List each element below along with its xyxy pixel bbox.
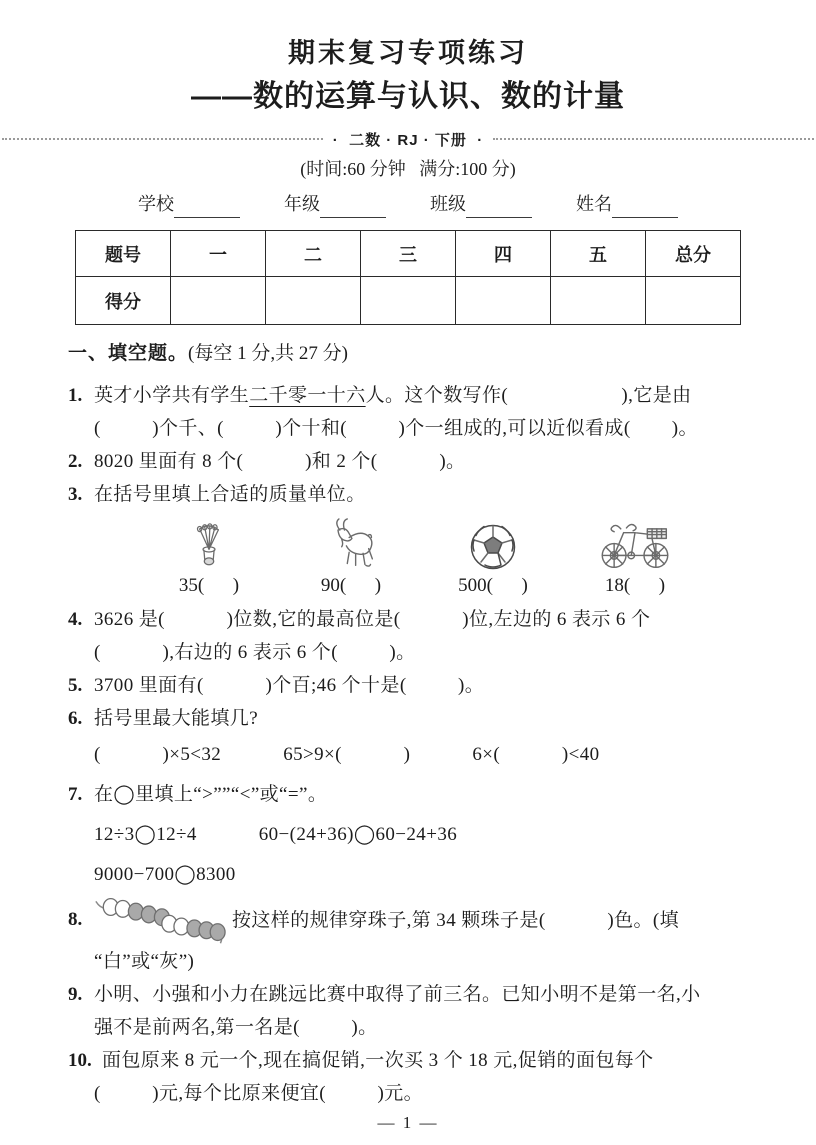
question-9-line2-text: 强不是前两名,第一名是( )。	[94, 1017, 378, 1038]
question-4-line1: 3626 是( )位数,它的最高位是( )位,左边的 6 表示 6 个	[94, 609, 651, 630]
q1-line2-text: ( )个千、( )个十和( )个一组成的,可以近似看成( )。	[94, 418, 698, 439]
figure-label: 35( )	[178, 575, 240, 596]
score-table-score-row	[76, 277, 741, 325]
question-3-text: 在括号里填上合适的质量单位。	[94, 484, 366, 505]
question-7-row1	[68, 815, 746, 855]
section-one-note: (每空 1 分,共 27 分)	[188, 343, 348, 364]
question-3	[68, 478, 746, 511]
question-number: 10.	[68, 1050, 92, 1071]
field-school	[138, 190, 240, 218]
question-10	[68, 1044, 746, 1077]
q1-pre: 英才小学共有学生	[94, 385, 250, 406]
question-8-line2	[68, 945, 746, 978]
edition-label: · 二数 · RJ · 下册 ·	[332, 131, 484, 149]
field-class-label: 班级	[430, 194, 466, 214]
questions-area	[68, 379, 746, 1110]
figure-label: 500( )	[458, 575, 528, 596]
question-2-text: 8020 里面有 8 个( )和 2 个( )。	[94, 451, 466, 472]
question-4-line2	[68, 636, 746, 669]
divider-dotted-line-left	[2, 138, 323, 140]
figure-label: 90( )	[320, 575, 382, 596]
question-number: 3.	[68, 484, 83, 505]
student-info-row	[0, 190, 816, 218]
score-table-header-row	[76, 231, 741, 277]
score-table	[75, 230, 741, 325]
question-1-line2	[68, 412, 746, 445]
question-9	[68, 978, 746, 1011]
question-10-line1: 面包原来 8 元一个,现在搞促销,一次买 3 个 18 元,促销的面包每个	[102, 1050, 654, 1071]
score-table-header-cell: 一	[171, 231, 266, 277]
section-one-title: 一、填空题。	[68, 343, 189, 364]
figure-soccer-ball	[422, 515, 564, 601]
shuttlecock-icon	[192, 515, 226, 571]
score-cell	[171, 277, 266, 325]
score-cell	[551, 277, 646, 325]
q7-comparison-1: 12÷3◯12÷4	[94, 824, 197, 845]
question-2	[68, 445, 746, 478]
question-number: 2.	[68, 451, 83, 472]
question-1-text	[94, 379, 692, 412]
score-cell	[266, 277, 361, 325]
edition-divider	[0, 128, 816, 150]
figure-shuttlecock	[138, 515, 280, 601]
q1-underlined-number: 二千零一十六	[249, 385, 366, 406]
figure-goat	[280, 515, 422, 601]
question-5	[68, 669, 746, 702]
field-grade-label: 年级	[284, 194, 320, 214]
question-number: 8.	[68, 909, 83, 930]
score-cell	[456, 277, 551, 325]
score-table-header-cell: 五	[551, 231, 646, 277]
question-number: 1.	[68, 385, 83, 406]
question-8	[68, 895, 746, 945]
question-8-line2-text: “白”或“灰”)	[94, 951, 195, 972]
section-one-heading	[68, 339, 816, 369]
q6-expression-3: 6×( )<40	[472, 744, 600, 765]
question-number: 7.	[68, 784, 83, 805]
q6-expression-1: ( )×5<32	[94, 744, 222, 765]
score-cell	[361, 277, 456, 325]
divider-dotted-line-right	[493, 138, 814, 140]
goat-icon	[325, 515, 377, 571]
score-table-header-cell: 二	[266, 231, 361, 277]
question-9-line2	[68, 1011, 746, 1044]
question-number: 9.	[68, 984, 83, 1005]
q1-post: 人。这个数写作( ),它是由	[365, 385, 692, 406]
question-7-row2	[68, 855, 746, 895]
question-3-figures	[68, 511, 746, 603]
exam-meta: (时间:60 分钟 满分:100 分)	[300, 159, 516, 179]
score-row-label: 得分	[76, 277, 171, 325]
field-name-blank	[612, 197, 678, 218]
question-6-text: 括号里最大能填几?	[94, 708, 259, 729]
q7-comparison-3: 9000−700◯8300	[94, 864, 236, 885]
question-4	[68, 603, 746, 636]
question-10-line2	[68, 1077, 746, 1110]
question-4-line2-text: ( ),右边的 6 表示 6 个( )。	[94, 642, 416, 663]
field-grade	[284, 190, 386, 218]
question-6	[68, 702, 746, 735]
field-class	[430, 190, 532, 218]
score-cell	[646, 277, 741, 325]
question-1	[68, 379, 746, 412]
score-table-header-cell: 题号	[76, 231, 171, 277]
field-school-blank	[174, 197, 240, 218]
score-table-header-cell: 三	[361, 231, 456, 277]
page-number: — 1 —	[377, 1113, 439, 1132]
question-6-expressions	[68, 735, 746, 775]
question-7-text: 在◯里填上“>””“<”或“=”。	[94, 784, 328, 805]
score-table-header-cell: 总分	[646, 231, 741, 277]
field-name-label: 姓名	[576, 194, 612, 214]
page-title-line2: ——数的运算与认识、数的计量	[191, 80, 625, 113]
field-grade-blank	[320, 197, 386, 218]
question-9-line1: 小明、小强和小力在跳远比赛中取得了前三名。已知小明不是第一名,小	[94, 984, 701, 1005]
bicycle-icon	[598, 515, 672, 571]
question-10-line2-text: ( )元,每个比原来便宜( )元。	[94, 1083, 424, 1104]
field-class-blank	[466, 197, 532, 218]
question-5-text: 3700 里面有( )个百;46 个十是( )。	[94, 675, 485, 696]
q7-comparison-2: 60−(24+36)◯60−24+36	[258, 824, 458, 845]
page-title-line1: 期末复习专项练习	[288, 38, 528, 68]
bead-string-image	[94, 895, 226, 945]
question-number: 6.	[68, 708, 83, 729]
figure-bicycle	[564, 515, 706, 601]
score-table-header-cell: 四	[456, 231, 551, 277]
question-8-text: 按这样的规律穿珠子,第 34 颗珠子是( )色。(填	[232, 909, 680, 931]
field-school-label: 学校	[138, 194, 174, 214]
question-7	[68, 775, 746, 815]
field-name	[576, 190, 678, 218]
q6-expression-2: 65>9×( )	[283, 744, 411, 765]
question-number: 5.	[68, 675, 83, 696]
soccer-ball-icon	[469, 515, 517, 571]
question-number: 4.	[68, 609, 83, 630]
figure-label: 18( )	[604, 575, 666, 596]
